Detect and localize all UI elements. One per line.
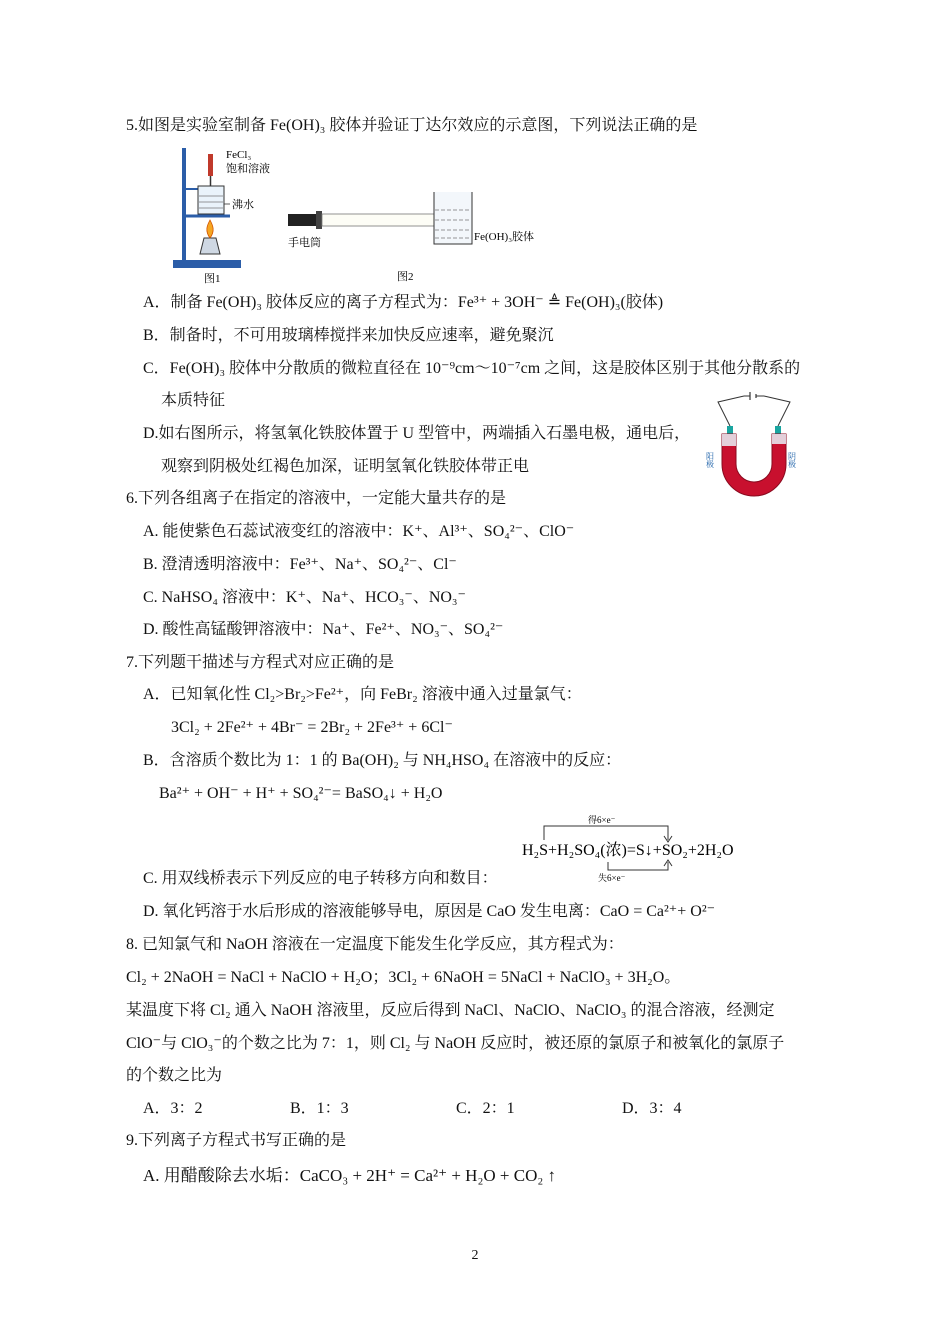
light-beam	[322, 214, 434, 226]
q7-option-d: D. 氧化钙溶于水后形成的溶液能够导电，原因是 CaO 发生电离：CaO = Ca²⁺+ O²⁻	[143, 903, 716, 920]
stand-pole	[182, 148, 186, 262]
q6-option-a: A. 能使紫色石蕊试液变红的溶液中：K⁺、Al³⁺、SO₄²⁻、ClO⁻	[143, 523, 575, 540]
q5-option-c-line2: 本质特征	[161, 392, 226, 409]
q5-option-d-line2: 观察到阴极处红褐色加深，证明氢氧化铁胶体带正电	[161, 458, 530, 475]
q9-stem: 9.下列离子方程式书写正确的是	[126, 1132, 347, 1149]
q9-option-a: A. 用醋酸除去水垢：CaCO₃ + 2H⁺ = Ca²⁺ + H₂O + CO₂ ↑	[143, 1166, 557, 1185]
fig1-reagent-line1: FeCl₃	[226, 149, 252, 161]
q6-stem: 6.下列各组离子在指定的溶液中，一定能大量共存的是	[126, 490, 507, 507]
beaker-colloid	[434, 192, 472, 244]
page-number: 2	[471, 1248, 479, 1263]
q6-option-c: C. NaHSO₄ 溶液中：K⁺、Na⁺、HCO₃⁻、NO₃⁻	[143, 589, 466, 606]
fig1-caption: 图1	[204, 273, 221, 285]
alcohol-lamp	[200, 238, 220, 254]
flame	[207, 220, 213, 238]
q8-option-d: D．3：4	[622, 1100, 682, 1117]
fig1-reagent-line2: 饱和溶液	[226, 163, 270, 175]
gain-bridge	[544, 826, 668, 840]
q8-text-line1: 某温度下将 Cl₂ 通入 NaOH 溶液里，反应后得到 NaCl、NaClO、NaClO₃ 的混合溶液，经测定	[126, 1002, 775, 1019]
q7-option-a-line1: A．已知氧化性 Cl₂>Br₂>Fe²⁺，向 FeBr₂ 溶液中通入过量氯气：	[143, 686, 582, 703]
double-bridge-figure	[518, 812, 748, 884]
q8-option-c: C．2：1	[456, 1100, 515, 1117]
flashlight	[288, 214, 316, 226]
bridge-equation: H₂S+H₂SO₄(浓)=S↓+SO₂+2H₂O	[522, 842, 734, 859]
beaker	[198, 186, 224, 214]
dropper	[208, 154, 213, 176]
cathode-label: 阴极	[787, 452, 797, 468]
q5-option-d-line1: D.如右图所示，将氢氧化铁胶体置于 U 型管中，两端插入石墨电极，通电后，	[143, 425, 691, 442]
q7-option-b-line1: B．含溶质个数比为 1：1 的 Ba(OH)₂ 与 NH₄HSO₄ 在溶液中的反应：	[143, 752, 622, 769]
q8-text-line2: ClO⁻与 ClO₃⁻的个数之比为 7：1，则 Cl₂ 与 NaOH 反应时，被还原的氯原子和被氧化的氯原子	[126, 1035, 785, 1052]
fig2-caption: 图2	[397, 271, 414, 283]
q8-stem: 8. 已知氯气和 NaOH 溶液在一定温度下能发生化学反应，其方程式为：	[126, 936, 624, 953]
q8-option-a: A．3：2	[143, 1100, 203, 1117]
q7-option-a-equation: 3Cl₂ + 2Fe²⁺ + 4Br⁻ = 2Br₂ + 2Fe³⁺ + 6Cl⁻	[171, 719, 453, 736]
anode-label: 阳极	[705, 452, 715, 468]
q5-option-a: A．制备 Fe(OH)₃ 胶体反应的离子方程式为：Fe³⁺ + 3OH⁻ ≜ Fe(OH)₃(胶体)	[143, 294, 664, 311]
figure-2-tyndall	[284, 184, 554, 289]
q5-stem: 5.如图是实验室制备 Fe(OH)₃ 胶体并验证丁达尔效应的示意图，下列说法正确的是	[126, 117, 698, 134]
q8-equations: Cl₂ + 2NaOH = NaCl + NaClO + H₂O；3Cl₂ + 6NaOH = 5NaCl + NaClO₃ + 3H₂O。	[126, 969, 681, 986]
figure-1-apparatus	[168, 144, 288, 289]
fig2-torch-label: 手电筒	[288, 237, 321, 249]
fig1-water-label: 沸水	[232, 199, 254, 211]
q7-stem: 7.下列题干描述与方程式对应正确的是	[126, 654, 395, 671]
lose-label: 失6×e⁻	[598, 873, 626, 883]
q6-option-d: D. 酸性高锰酸钾溶液中：Na⁺、Fe²⁺、NO₃⁻、SO₄²⁻	[143, 621, 504, 638]
q7-option-b-equation: Ba²⁺ + OH⁻ + H⁺ + SO₄²⁻= BaSO₄↓ + H₂O	[159, 785, 443, 802]
q8-text-line3: 的个数之比为	[126, 1067, 223, 1084]
q5-option-c-line1: C．Fe(OH)₃ 胶体中分散质的微粒直径在 10⁻⁹cm～10⁻⁷cm 之间，这是胶体区别于其他分散系的	[143, 360, 801, 377]
fig2-colloid-label: Fe(OH)₃胶体	[474, 231, 535, 243]
gain-label: 得6×e⁻	[588, 815, 616, 825]
u-tube-figure	[705, 388, 800, 500]
lose-bridge	[608, 862, 668, 870]
q6-option-b: B. 澄清透明溶液中：Fe³⁺、Na⁺、SO₄²⁻、Cl⁻	[143, 556, 457, 573]
q8-option-b: B．1：3	[290, 1100, 349, 1117]
q7-option-c: C. 用双线桥表示下列反应的电子转移方向和数目：	[143, 870, 498, 887]
q5-option-b: B．制备时，不可用玻璃棒搅拌来加快反应速率，避免聚沉	[143, 327, 554, 344]
